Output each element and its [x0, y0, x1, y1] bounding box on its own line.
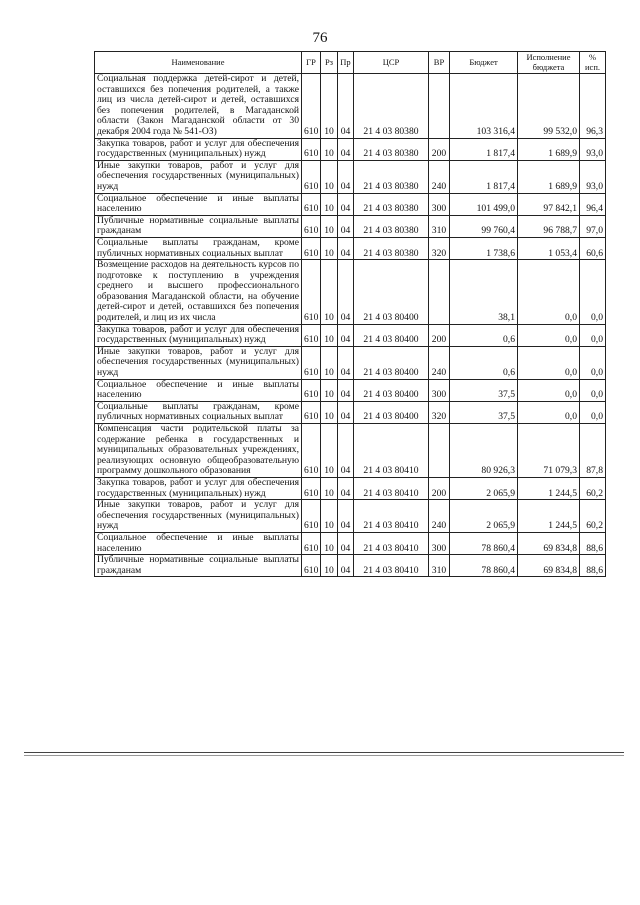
- cell-name: Социальное обеспечение и иные выплаты населению: [95, 193, 302, 215]
- cell-pr: 04: [338, 237, 354, 259]
- cell-gr: 610: [302, 193, 321, 215]
- cell-name: Иные закупки товаров, работ и услуг для обеспечения государственных (муниципальных) нужд: [95, 346, 302, 379]
- page-bottom-rule-shadow: [24, 755, 624, 756]
- cell-gr: 610: [302, 74, 321, 139]
- cell-vr: 200: [429, 324, 450, 346]
- header-percent: % исп.: [580, 52, 606, 74]
- cell-pr: 04: [338, 215, 354, 237]
- cell-name: Социальные выплаты гражданам, кроме публичных нормативных социальных выплат: [95, 237, 302, 259]
- cell-pr: 04: [338, 555, 354, 577]
- cell-execution: 71 079,3: [518, 424, 580, 478]
- cell-execution: 99 532,0: [518, 74, 580, 139]
- cell-budget: 1 817,4: [450, 138, 518, 160]
- cell-csr: 21 4 03 80400: [354, 260, 429, 325]
- cell-vr: 310: [429, 215, 450, 237]
- table-row: [95, 324, 606, 346]
- cell-execution: 1 244,5: [518, 477, 580, 499]
- cell-csr: 21 4 03 80410: [354, 555, 429, 577]
- cell-budget: 103 316,4: [450, 74, 518, 139]
- cell-percent: 60,2: [580, 477, 606, 499]
- budget-execution-table: [94, 51, 606, 577]
- cell-budget: 101 499,0: [450, 193, 518, 215]
- cell-vr: 300: [429, 379, 450, 401]
- cell-csr: 21 4 03 80400: [354, 346, 429, 379]
- header-name: Наименование: [95, 52, 302, 74]
- cell-name: Публичные нормативные социальные выплаты гражданам: [95, 215, 302, 237]
- cell-name: Возмещение расходов на деятельность курсов по подготовке к поступлению в учреждения среднего и высшего профессионального образования Магаданской области, на обучение детей-сирот и детей, оставшихся без попечения родителей, и лиц из их числа: [95, 260, 302, 325]
- cell-rz: 10: [321, 477, 338, 499]
- page-number: 76: [312, 30, 328, 46]
- cell-csr: 21 4 03 80400: [354, 324, 429, 346]
- cell-csr: 21 4 03 80410: [354, 477, 429, 499]
- cell-csr: 21 4 03 80380: [354, 160, 429, 193]
- cell-name: Иные закупки товаров, работ и услуг для обеспечения государственных (муниципальных) нужд: [95, 500, 302, 533]
- cell-gr: 610: [302, 424, 321, 478]
- cell-execution: 96 788,7: [518, 215, 580, 237]
- cell-name: Социальное обеспечение и иные выплаты населению: [95, 532, 302, 554]
- cell-pr: 04: [338, 424, 354, 478]
- cell-pr: 04: [338, 260, 354, 325]
- cell-name: Социальные выплаты гражданам, кроме публичных нормативных социальных выплат: [95, 401, 302, 423]
- cell-rz: 10: [321, 215, 338, 237]
- header-gr: ГР: [302, 52, 321, 74]
- cell-rz: 10: [321, 138, 338, 160]
- cell-gr: 610: [302, 401, 321, 423]
- cell-pr: 04: [338, 138, 354, 160]
- table-header-row: [95, 52, 606, 74]
- cell-percent: 0,0: [580, 401, 606, 423]
- cell-percent: 96,4: [580, 193, 606, 215]
- cell-percent: 88,6: [580, 532, 606, 554]
- cell-execution: 97 842,1: [518, 193, 580, 215]
- cell-percent: 0,0: [580, 346, 606, 379]
- cell-rz: 10: [321, 532, 338, 554]
- cell-csr: 21 4 03 80410: [354, 424, 429, 478]
- cell-name: Социальное обеспечение и иные выплаты населению: [95, 379, 302, 401]
- cell-gr: 610: [302, 532, 321, 554]
- cell-csr: 21 4 03 80380: [354, 193, 429, 215]
- cell-name: Закупка товаров, работ и услуг для обеспечения государственных (муниципальных) нужд: [95, 477, 302, 499]
- cell-pr: 04: [338, 346, 354, 379]
- cell-vr: 240: [429, 500, 450, 533]
- table-row: [95, 401, 606, 423]
- cell-name: Компенсация части родительской платы за содержание ребенка в государственных и муниципальных образовательных учреждениях, реализующих основную общеобразовательную программу дошкольного образования: [95, 424, 302, 478]
- cell-rz: 10: [321, 424, 338, 478]
- cell-gr: 610: [302, 160, 321, 193]
- page-bottom-rule: [24, 752, 624, 753]
- cell-budget: 78 860,4: [450, 532, 518, 554]
- cell-pr: 04: [338, 532, 354, 554]
- cell-vr: 240: [429, 160, 450, 193]
- cell-csr: 21 4 03 80410: [354, 500, 429, 533]
- table-row: [95, 237, 606, 259]
- cell-budget: 37,5: [450, 401, 518, 423]
- cell-csr: 21 4 03 80380: [354, 74, 429, 139]
- cell-gr: 610: [302, 260, 321, 325]
- cell-rz: 10: [321, 193, 338, 215]
- cell-gr: 610: [302, 555, 321, 577]
- cell-csr: 21 4 03 80380: [354, 215, 429, 237]
- cell-budget: 78 860,4: [450, 555, 518, 577]
- cell-percent: 88,6: [580, 555, 606, 577]
- header-vr: ВР: [429, 52, 450, 74]
- cell-execution: 1 689,9: [518, 160, 580, 193]
- cell-rz: 10: [321, 401, 338, 423]
- cell-gr: 610: [302, 477, 321, 499]
- cell-name: Социальная поддержка детей-сирот и детей, оставшихся без попечения родителей, а также лиц из числа детей-сирот и детей, оставшихся без попечения родителей, в Магаданской области (Закон Магаданской области от 30 декабря 2004 года № 541-ОЗ): [95, 74, 302, 139]
- cell-budget: 0,6: [450, 324, 518, 346]
- cell-budget: 37,5: [450, 379, 518, 401]
- cell-pr: 04: [338, 500, 354, 533]
- header-budget: Бюджет: [450, 52, 518, 74]
- cell-name: Публичные нормативные социальные выплаты гражданам: [95, 555, 302, 577]
- cell-pr: 04: [338, 477, 354, 499]
- table-row: [95, 215, 606, 237]
- cell-percent: 60,6: [580, 237, 606, 259]
- cell-rz: 10: [321, 260, 338, 325]
- cell-pr: 04: [338, 193, 354, 215]
- cell-percent: 97,0: [580, 215, 606, 237]
- table-row: [95, 379, 606, 401]
- cell-execution: 0,0: [518, 401, 580, 423]
- cell-vr: 300: [429, 193, 450, 215]
- cell-budget: 80 926,3: [450, 424, 518, 478]
- cell-vr: 320: [429, 401, 450, 423]
- cell-execution: 1 689,9: [518, 138, 580, 160]
- cell-budget: 2 065,9: [450, 477, 518, 499]
- table-row: [95, 193, 606, 215]
- cell-gr: 610: [302, 379, 321, 401]
- cell-vr: 240: [429, 346, 450, 379]
- cell-csr: 21 4 03 80380: [354, 237, 429, 259]
- cell-budget: 38,1: [450, 260, 518, 325]
- cell-vr: 200: [429, 477, 450, 499]
- cell-rz: 10: [321, 379, 338, 401]
- table-row: [95, 555, 606, 577]
- cell-pr: 04: [338, 401, 354, 423]
- cell-gr: 610: [302, 346, 321, 379]
- cell-csr: 21 4 03 80400: [354, 379, 429, 401]
- table-row: [95, 160, 606, 193]
- cell-rz: 10: [321, 500, 338, 533]
- cell-percent: 96,3: [580, 74, 606, 139]
- cell-csr: 21 4 03 80380: [354, 138, 429, 160]
- header-pr: Пр: [338, 52, 354, 74]
- table-row: [95, 74, 606, 139]
- table-row: [95, 260, 606, 325]
- cell-gr: 610: [302, 237, 321, 259]
- cell-vr: 310: [429, 555, 450, 577]
- cell-pr: 04: [338, 324, 354, 346]
- cell-percent: 93,0: [580, 138, 606, 160]
- cell-percent: 0,0: [580, 260, 606, 325]
- cell-percent: 87,8: [580, 424, 606, 478]
- cell-csr: 21 4 03 80400: [354, 401, 429, 423]
- table-body: [95, 74, 606, 577]
- cell-csr: 21 4 03 80410: [354, 532, 429, 554]
- cell-vr: 320: [429, 237, 450, 259]
- cell-budget: 0,6: [450, 346, 518, 379]
- cell-execution: 69 834,8: [518, 555, 580, 577]
- table-row: [95, 477, 606, 499]
- cell-vr: [429, 260, 450, 325]
- table-row: [95, 500, 606, 533]
- cell-vr: 300: [429, 532, 450, 554]
- cell-execution: 0,0: [518, 346, 580, 379]
- cell-execution: 1 053,4: [518, 237, 580, 259]
- cell-pr: 04: [338, 160, 354, 193]
- table-row: [95, 424, 606, 478]
- header-rz: Рз: [321, 52, 338, 74]
- cell-rz: 10: [321, 324, 338, 346]
- header-csr: ЦСР: [354, 52, 429, 74]
- cell-budget: 1 817,4: [450, 160, 518, 193]
- header-execution: Исполнение бюджета: [518, 52, 580, 74]
- cell-name: Закупка товаров, работ и услуг для обеспечения государственных (муниципальных) нужд: [95, 138, 302, 160]
- cell-budget: 2 065,9: [450, 500, 518, 533]
- table-row: [95, 346, 606, 379]
- cell-execution: 0,0: [518, 324, 580, 346]
- cell-vr: [429, 424, 450, 478]
- cell-pr: 04: [338, 379, 354, 401]
- cell-rz: 10: [321, 74, 338, 139]
- cell-gr: 610: [302, 138, 321, 160]
- cell-gr: 610: [302, 324, 321, 346]
- cell-execution: 0,0: [518, 379, 580, 401]
- cell-name: Закупка товаров, работ и услуг для обеспечения государственных (муниципальных) нужд: [95, 324, 302, 346]
- cell-vr: 200: [429, 138, 450, 160]
- table-row: [95, 138, 606, 160]
- cell-execution: 1 244,5: [518, 500, 580, 533]
- cell-gr: 610: [302, 500, 321, 533]
- cell-pr: 04: [338, 74, 354, 139]
- cell-vr: [429, 74, 450, 139]
- cell-rz: 10: [321, 160, 338, 193]
- cell-percent: 0,0: [580, 324, 606, 346]
- cell-gr: 610: [302, 215, 321, 237]
- cell-rz: 10: [321, 237, 338, 259]
- cell-percent: 0,0: [580, 379, 606, 401]
- cell-execution: 0,0: [518, 260, 580, 325]
- table-row: [95, 532, 606, 554]
- cell-budget: 99 760,4: [450, 215, 518, 237]
- cell-percent: 93,0: [580, 160, 606, 193]
- cell-execution: 69 834,8: [518, 532, 580, 554]
- cell-name: Иные закупки товаров, работ и услуг для обеспечения государственных (муниципальных) нужд: [95, 160, 302, 193]
- cell-budget: 1 738,6: [450, 237, 518, 259]
- cell-rz: 10: [321, 555, 338, 577]
- cell-percent: 60,2: [580, 500, 606, 533]
- cell-rz: 10: [321, 346, 338, 379]
